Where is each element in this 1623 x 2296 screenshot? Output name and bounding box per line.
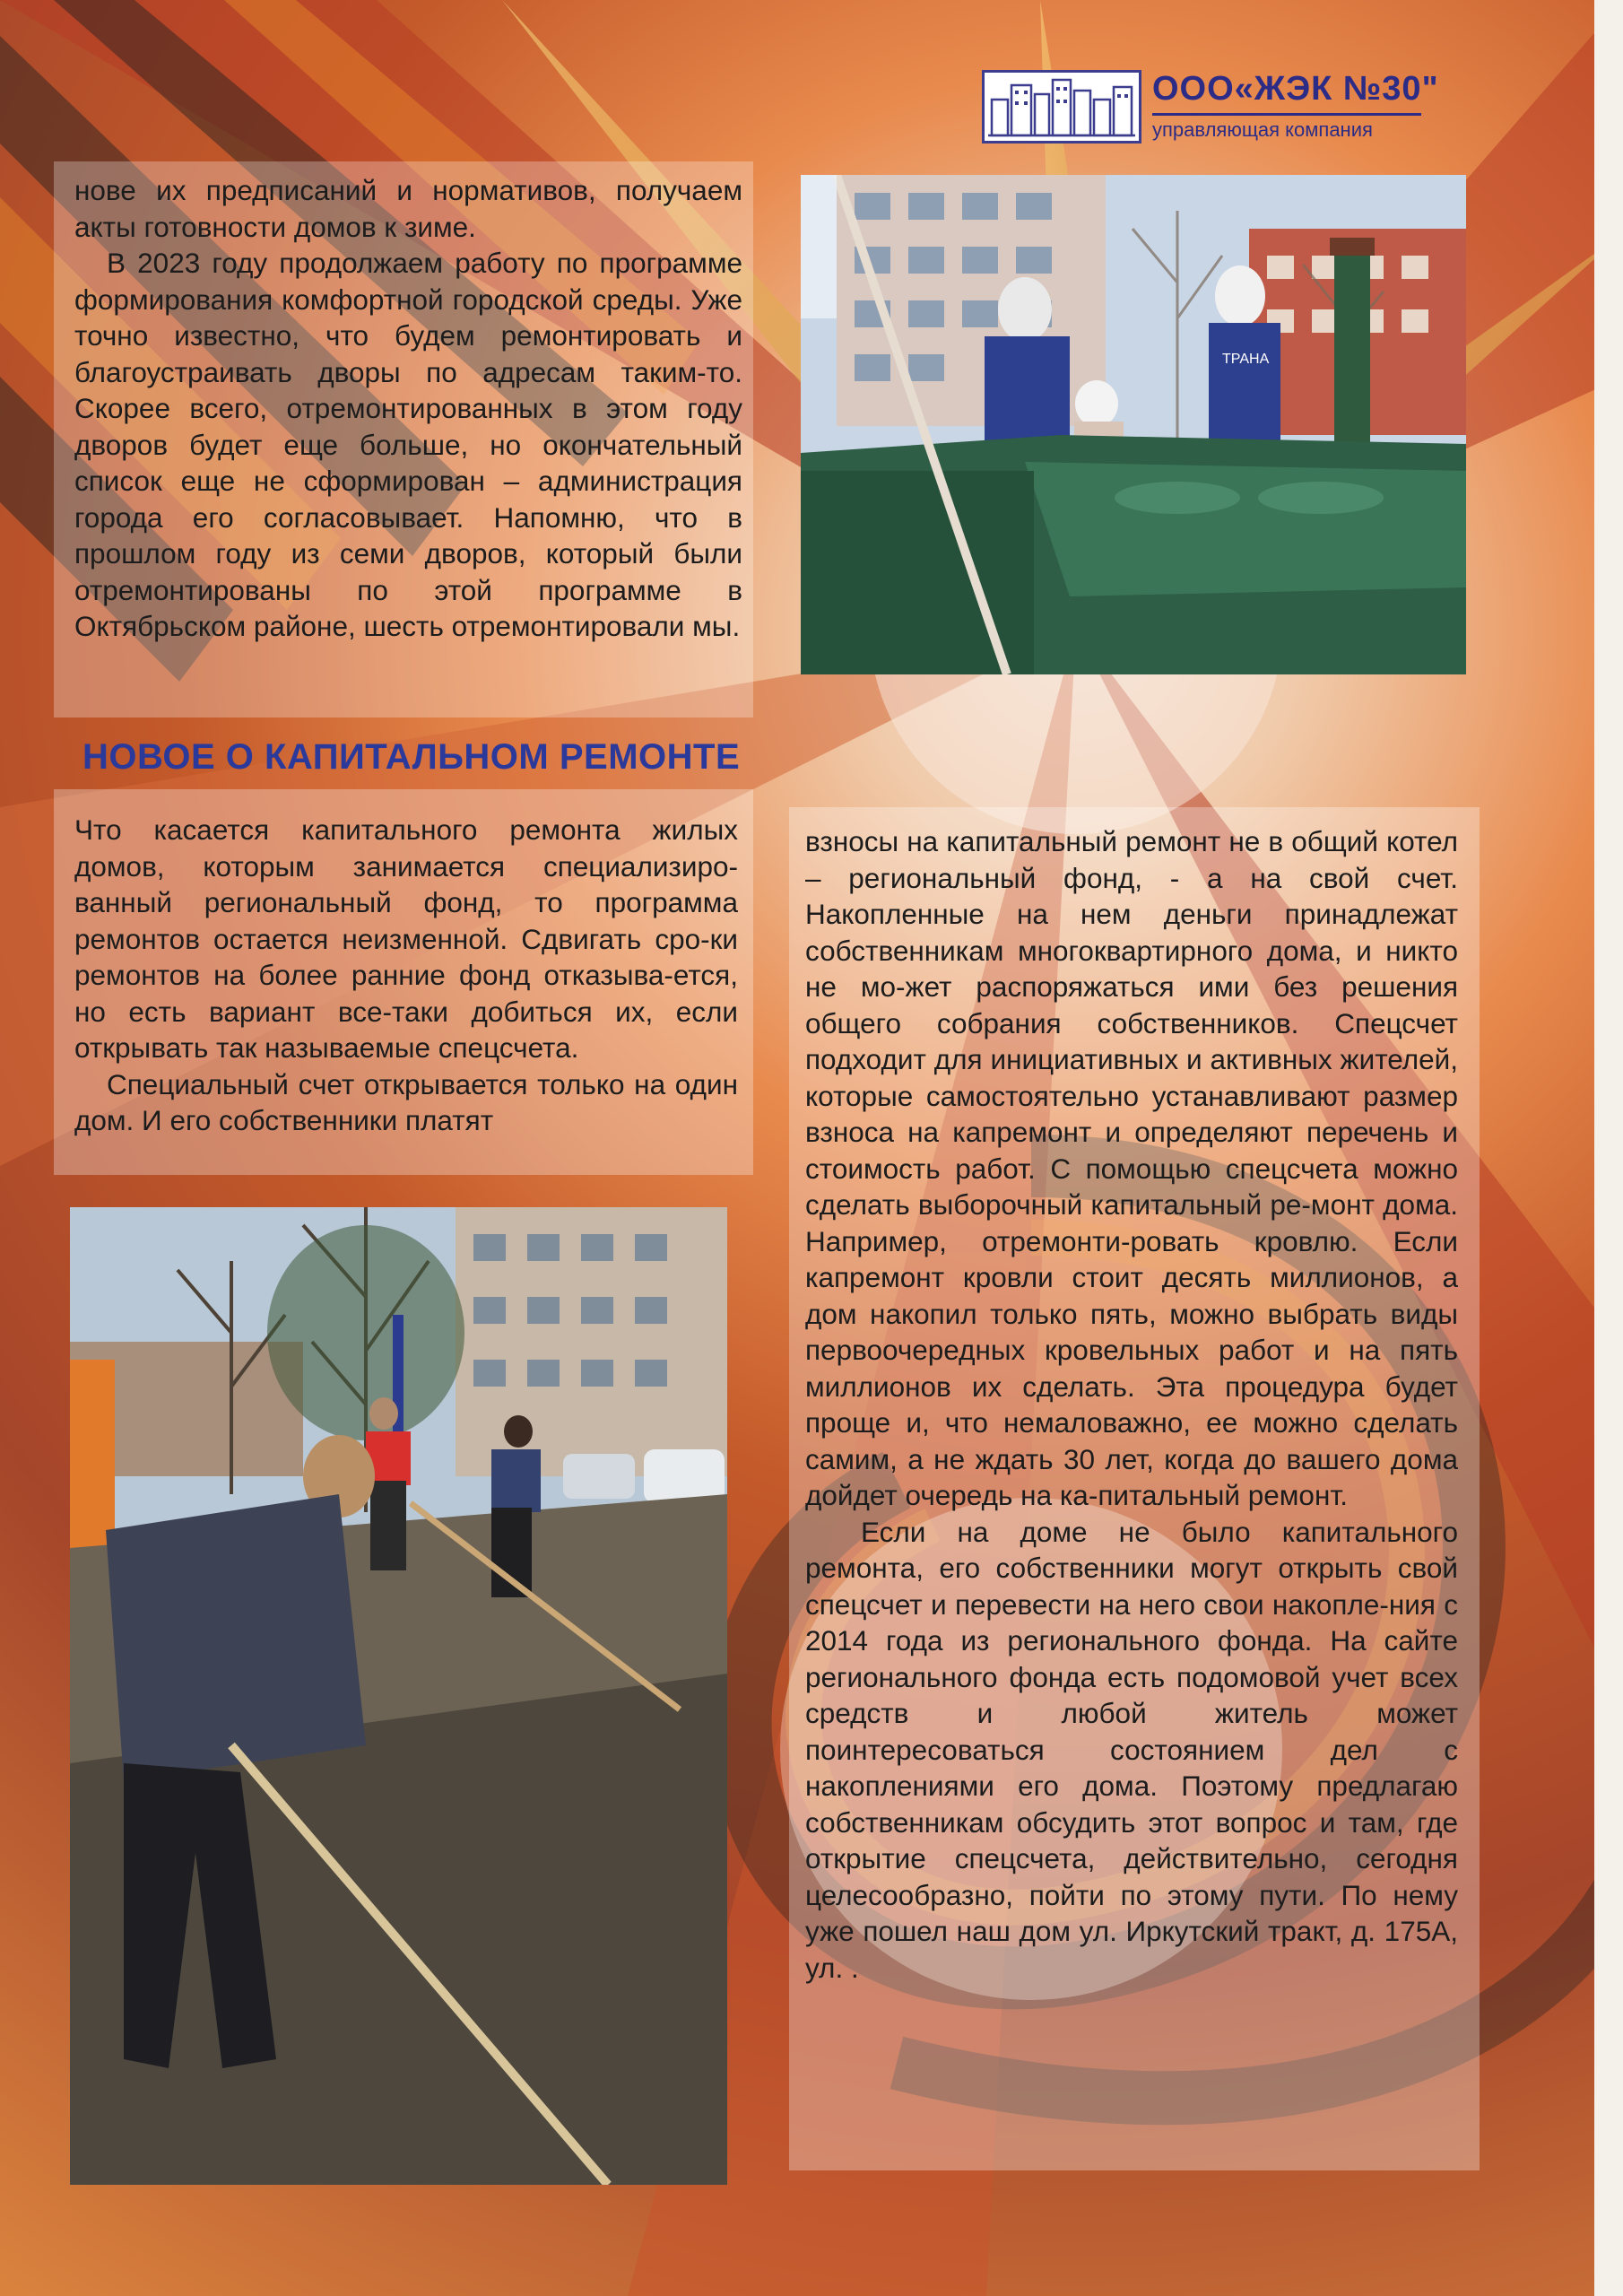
logo-underline xyxy=(1152,113,1421,116)
photo-yard-cleanup xyxy=(70,1207,727,2185)
city-skyline-icon xyxy=(982,70,1141,144)
company-logo xyxy=(982,70,1457,151)
company-subtitle: управляющая компания xyxy=(1152,118,1373,141)
company-name: ООО«ЖЭК №30" xyxy=(1152,70,1439,108)
paragraph: Если на доме не было капитального ремонта, его собственники могут открыть свой спецсчет и перевести на него свои накопле-ния с 2014 года из регионального фонда. На сайте регионального фонда есть подомовой учет всех средств и любой житель может поинтересоваться состоянием дел с накоплениями его дома. Поэтому предлагаю собственникам обсудить этот вопрос и там, где открытие спецсчета, действительно, сегодня целесообразно, пойти по этому пути. По нему уже пошел наш дом ул. Иркутский тракт, д. 175А, ул. . xyxy=(805,1515,1458,1984)
photo-field-kitchen xyxy=(801,175,1466,674)
paragraph: нове их предписаний и нормативов, получаем акты готовности домов к зиме. xyxy=(74,174,742,243)
paragraph: Специальный счет открывается только на один дом. И его собственники платят xyxy=(74,1067,738,1136)
text-column-mid-left xyxy=(74,812,738,1139)
paragraph: взносы на капитальный ремонт не в общий котел – региональный фонд, - а на свой счет. Накопленные на нем деньги принадлежат собственникам многоквартирного дома, и никто не мо-жет распоряжаться ими без решения общего собрания собственников. Спецсчет подходит для инициативных и активных жителей, которые самостоятельно устанавливают размер взноса на капремонт и определяют перечень и стоимость работ. С помощью спецсчета можно сделать выборочный капитальный ре-монт дома. Например, отремонти-ровать кровлю. Если капремонт кровли стоит десять миллионов, а дом накопил только пять, можно выбрать виды первоочередных кровельных работ и на пять миллионов их сделать. Эта процедура будет проще и, что немаловажно, ее можно сделать самим, а не ждать 30 лет, когда до вашего дома дойдет очередь на ка-питальный ремонт. xyxy=(805,825,1458,1511)
text-column-right xyxy=(805,823,1458,1986)
text-column-top-left xyxy=(74,172,742,645)
paragraph: Что касается капитального ремонта жилых домов, которым занимается специализиро-ванный региональный фонд, то программа ремонтов остается неизменной. Сдвигать сро-ки ремонтов на более ранние фонд отказыва-ется, но есть вариант все-таки добиться их, если открывать так называемые спецсчета. xyxy=(74,813,738,1064)
section-heading: НОВОЕ О КАПИТАЛЬНОМ РЕМОНТЕ xyxy=(82,737,741,777)
paragraph: В 2023 году продолжаем работу по программе формирования комфортной городской среды. Уже точно известно, что будем ремонтировать и благоустраивать дворы по адресам таким-то. Скорее всего, отремонтированных в этом году дворов будет еще больше, но окончательный список еще не сформирован – администрация города его согласовывает. Напомню, что в прошлом году из семи дворов, который были отремонтированы по этой программе в Октябрьском районе, шесть отремонтировали мы. xyxy=(74,247,742,642)
apron-text: ТРАНА xyxy=(1222,352,1270,367)
